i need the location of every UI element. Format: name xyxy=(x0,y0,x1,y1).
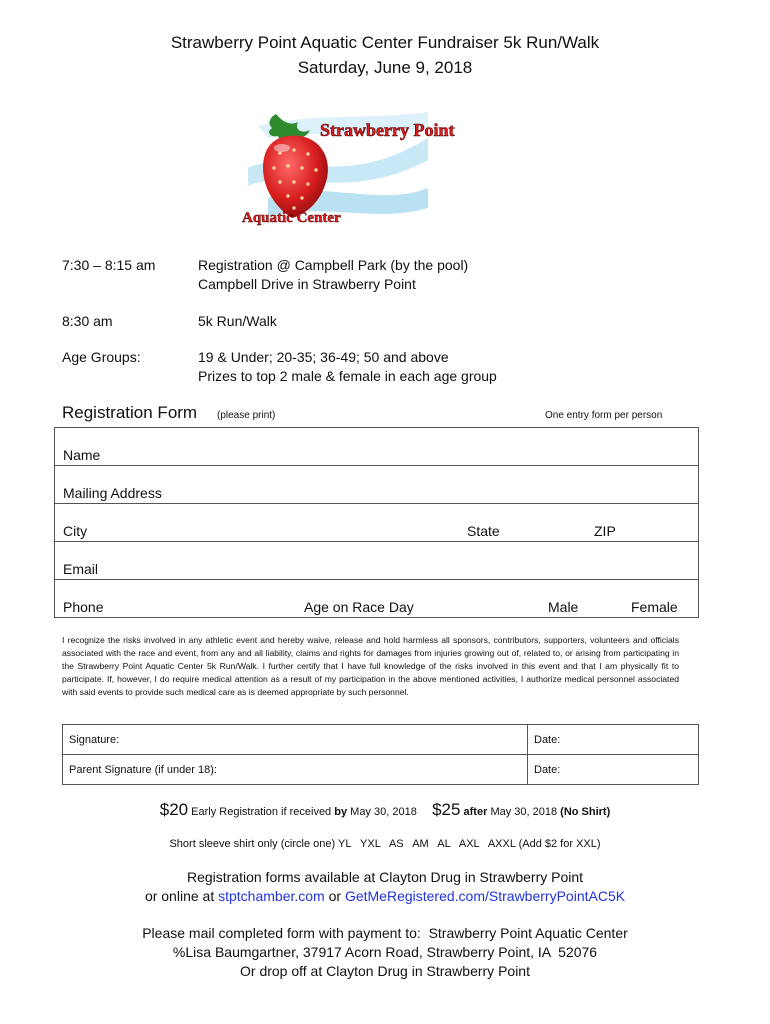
schedule-age-groups-label: Age Groups: xyxy=(62,349,141,365)
parent-signature-field[interactable] xyxy=(63,755,528,785)
registration-fields xyxy=(54,427,699,618)
schedule-prizes: Prizes to top 2 male & female in each age group xyxy=(198,368,497,384)
liability-waiver: I recognize the risks involved in any athletic event and hereby waive, release and hold harmless all sponsors, contributors, supporters, volunteers and officials associated with the race and event, from any and all liability, claims and rights for damages from injuries growing out of, related to, or arising from participating in the Strawberry Point Aquatic Center 5k Run/Walk. I further certify that I have full knowledge of the risks involved in this event and that I am physically fit to participate. If, however, I do require medical attention as a result of my participation in the above mentioned activities, I authorize medical personnel associated with said events to provide such medical care as is deemed appropriate by such personnel. xyxy=(62,635,679,697)
fees xyxy=(0,800,770,820)
mailing-address-label: Mailing Address xyxy=(63,485,162,501)
late-date: May 30, 2018 xyxy=(490,806,558,818)
availability-line2 xyxy=(0,887,770,906)
name-label: Name xyxy=(63,447,101,463)
late-price: $25 xyxy=(432,800,461,819)
state-label: State xyxy=(467,523,500,539)
mailing-line1: Please mail completed form with payment to: Strawberry Point Aquatic Center xyxy=(142,925,628,941)
signature-date-label: Date: xyxy=(534,733,561,746)
city-label: City xyxy=(63,523,88,539)
age-on-race-day-label: Age on Race Day xyxy=(304,599,414,615)
schedule-registration-location: Registration @ Campbell Park (by the pool) xyxy=(198,257,469,273)
late-after: after xyxy=(463,806,488,818)
schedule-time-registration: 7:30 – 8:15 am xyxy=(62,257,156,273)
early-registration-text: Early Registration if received xyxy=(191,806,332,818)
registration-form-title: Registration Form xyxy=(62,403,198,422)
parent-date-field[interactable] xyxy=(528,755,699,785)
getmeregistered-link[interactable]: GetMeRegistered.com/StrawberryPointAC5K xyxy=(344,888,626,904)
availability-or: or xyxy=(328,888,342,904)
availability-line1: Registration forms available at Clayton Drug in Strawberry Point xyxy=(186,869,584,885)
mailing-address-field[interactable] xyxy=(55,466,699,504)
mailing-instructions xyxy=(0,924,770,981)
phone-age-gender-field[interactable] xyxy=(55,580,699,618)
female-option[interactable]: Female xyxy=(631,599,678,615)
schedule-age-groups: 19 & Under; 20-35; 36-49; 50 and above xyxy=(198,349,449,365)
signature-date-field[interactable] xyxy=(528,725,699,755)
signature-section xyxy=(62,724,699,785)
schedule-time-race: 8:30 am xyxy=(62,313,113,329)
parent-date-label: Date: xyxy=(534,763,561,776)
schedule-registration-address: Campbell Drive in Strawberry Point xyxy=(198,276,416,292)
zip-label: ZIP xyxy=(594,523,616,539)
name-field[interactable] xyxy=(55,428,699,466)
shirt-size-options[interactable]: Short sleeve shirt only (circle one) YL YXL AS AM AL AXL AXXL (Add $2 for XXL) xyxy=(169,838,601,850)
phone-label: Phone xyxy=(63,599,104,615)
form-availability xyxy=(0,868,770,906)
strawberry-point-logo xyxy=(228,108,455,226)
page-title: Strawberry Point Aquatic Center Fundraiser 5k Run/Walk xyxy=(170,33,600,52)
mailing-line3: Or drop off at Clayton Drug in Strawberry Point xyxy=(240,963,530,979)
signature-field[interactable] xyxy=(63,725,528,755)
early-price: $20 xyxy=(159,800,189,819)
mailing-line2: %Lisa Baumgartner, 37917 Acorn Road, Strawberry Point, IA 52076 xyxy=(172,944,598,960)
early-date: May 30, 2018 xyxy=(350,806,417,818)
entry-note: One entry form per person xyxy=(545,410,663,421)
no-shirt-note: (No Shirt) xyxy=(560,806,611,818)
event-date: Saturday, June 9, 2018 xyxy=(297,58,473,77)
logo-top-text: Strawberry Point xyxy=(320,120,455,140)
parent-signature-label: Parent Signature (if under 18): xyxy=(69,763,217,776)
logo-graphic xyxy=(228,108,455,226)
availability-prefix: or online at xyxy=(144,888,215,904)
male-option[interactable]: Male xyxy=(548,599,579,615)
email-field[interactable] xyxy=(55,542,699,580)
city-state-zip-field[interactable] xyxy=(55,504,699,542)
logo-bottom-text: Aquatic Center xyxy=(242,210,341,226)
stptchamber-link[interactable]: stptchamber.com xyxy=(218,888,325,904)
schedule-race: 5k Run/Walk xyxy=(198,313,277,329)
signature-label: Signature: xyxy=(69,733,120,746)
early-by: by xyxy=(334,806,348,818)
email-label: Email xyxy=(63,561,99,577)
please-print-note: (please print) xyxy=(217,410,276,421)
